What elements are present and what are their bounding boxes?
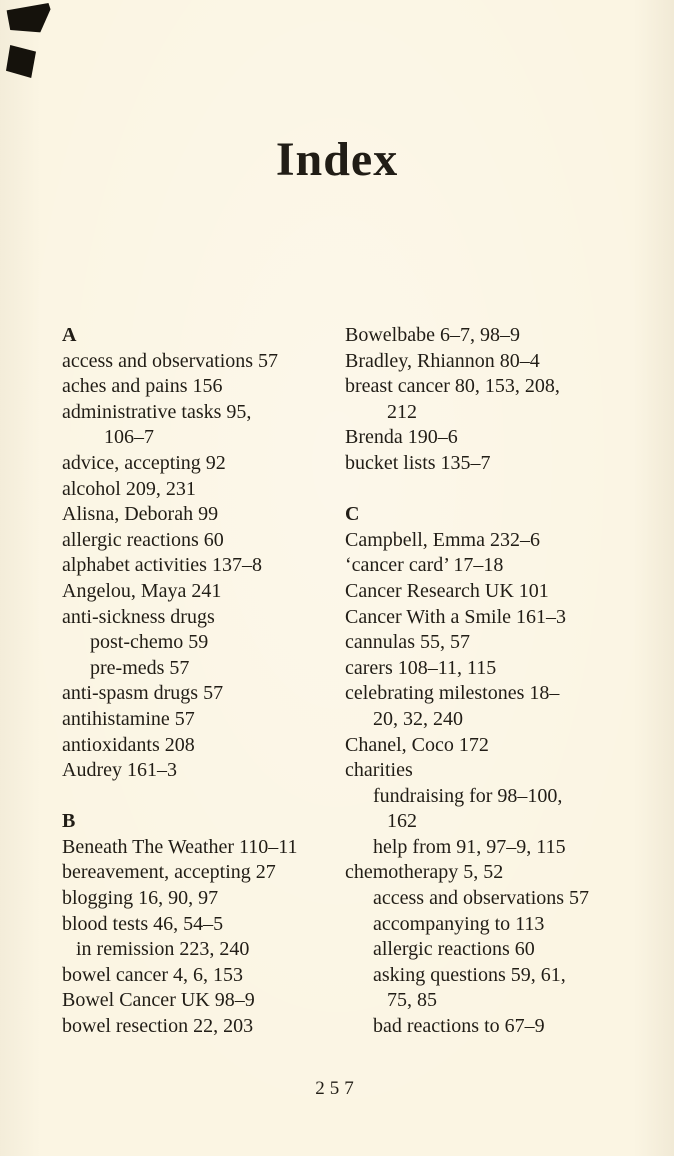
index-entry-line: asking questions 59, 61,	[373, 963, 566, 986]
index-column-right	[345, 323, 657, 1040]
page-number: 257	[315, 1078, 359, 1099]
index-entry-line: accompanying to 113	[373, 912, 545, 935]
index-entry-line: aches and pains 156	[62, 375, 223, 398]
index-entry-line: Chanel, Coco 172	[345, 733, 489, 756]
index-entry-line: Bowel Cancer UK 98–9	[62, 989, 255, 1012]
index-entry-line: advice, accepting 92	[62, 451, 226, 474]
index-entry-line: Alisna, Deborah 99	[62, 503, 219, 526]
index-entry-line: help from 91, 97–9, 115	[373, 835, 566, 858]
index-entry-line: Angelou, Maya 241	[62, 579, 222, 602]
index-entry-line: charities	[345, 759, 413, 782]
index-entry-line: administrative tasks 95,	[62, 400, 252, 423]
index-entry-line: access and observations 57	[62, 349, 279, 372]
index-entry-line: carers 108–11, 115	[345, 656, 497, 679]
index-entry-line: antioxidants 208	[62, 733, 195, 756]
index-entry-line: breast cancer 80, 153, 208,	[345, 375, 560, 398]
index-entry-line: anti-sickness drugs	[62, 605, 215, 628]
index-entry-line: bucket lists 135–7	[345, 451, 491, 474]
index-entry-line: Bradley, Rhiannon 80–4	[345, 349, 540, 372]
index-entry-line: bowel resection 22, 203	[62, 1015, 254, 1038]
index-entry-line: Cancer With a Smile 161–3	[345, 605, 567, 628]
index-entry-line: alphabet activities 137–8	[62, 554, 262, 577]
index-entry-line: alcohol 209, 231	[62, 477, 196, 500]
index-entry-line: chemotherapy 5, 52	[345, 861, 504, 884]
index-entry-line: access and observations 57	[373, 887, 590, 910]
index-entry-line: blood tests 46, 54–5	[62, 912, 224, 935]
index-entry-line: celebrating milestones 18–	[345, 682, 560, 705]
index-column-left	[62, 323, 342, 1040]
section-heading: A	[62, 324, 77, 346]
index-entry-line: ‘cancer card’ 17–18	[345, 554, 504, 577]
index-entry-line: Bowelbabe 6–7, 98–9	[345, 324, 520, 346]
index-entry-line: post-chemo 59	[90, 631, 209, 654]
index-entry-line: Campbell, Emma 232–6	[345, 528, 540, 551]
index-entry-line: allergic reactions 60	[373, 938, 535, 961]
index-entry-line: 212	[387, 400, 417, 423]
section-heading: B	[62, 810, 76, 833]
section-gap	[62, 784, 342, 810]
section-gap	[345, 477, 657, 503]
index-entry-line: bowel cancer 4, 6, 153	[62, 963, 244, 986]
page-title: Index	[275, 133, 399, 187]
index-entry-line: 75, 85	[387, 989, 437, 1012]
index-entry-line: blogging 16, 90, 97	[62, 887, 219, 910]
index-entry-line: Beneath The Weather 110–11	[62, 835, 298, 858]
index-entry-line: allergic reactions 60	[62, 528, 224, 551]
index-entry-line: Audrey 161–3	[62, 759, 177, 782]
index-entry-line: cannulas 55, 57	[345, 631, 470, 654]
index-entry-line: pre-meds 57	[90, 656, 190, 679]
index-entry-line: bereavement, accepting 27	[62, 861, 276, 884]
index-entry-line: antihistamine 57	[62, 707, 195, 730]
index-entry-line: 20, 32, 240	[373, 707, 463, 730]
index-entry-line: Cancer Research UK 101	[345, 579, 549, 602]
index-entry-line: bad reactions to 67–9	[373, 1015, 545, 1038]
index-entry-line: Brenda 190–6	[345, 426, 458, 449]
index-entry-line: 162	[387, 810, 417, 833]
index-entry-line: fundraising for 98–100,	[373, 784, 563, 807]
index-entry-line: anti-spasm drugs 57	[62, 682, 224, 705]
index-entry-line: in remission 223, 240	[76, 938, 250, 961]
section-heading: C	[345, 503, 360, 526]
index-entry-line: 106–7	[104, 426, 154, 449]
